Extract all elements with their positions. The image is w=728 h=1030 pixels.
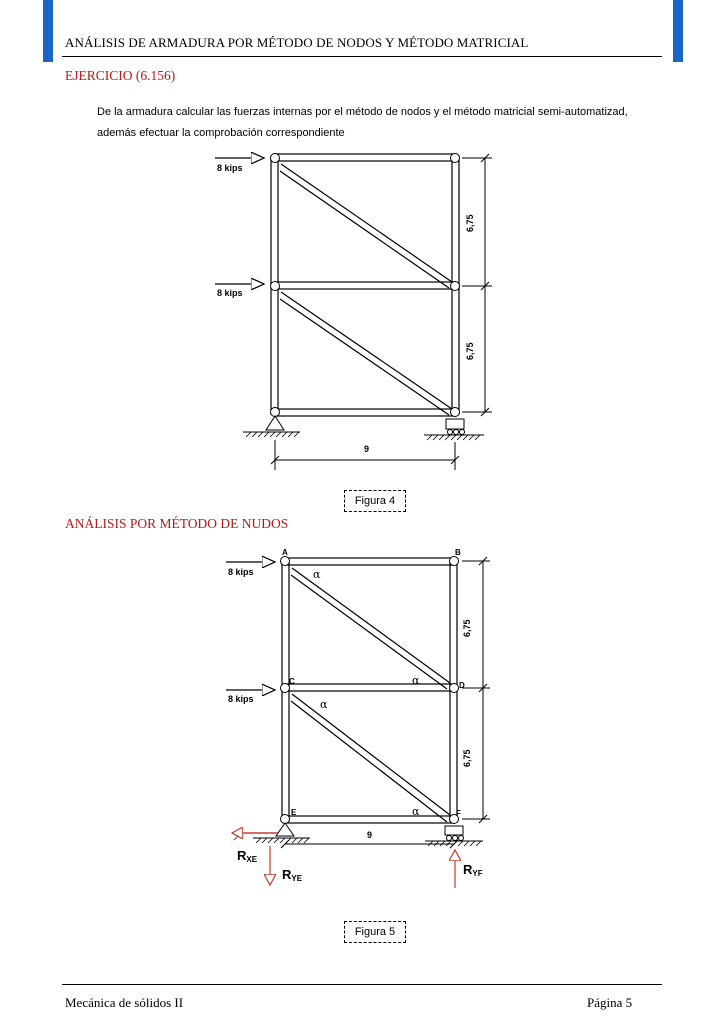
node-label-b: B	[455, 548, 461, 557]
node-label-c: C	[289, 677, 295, 686]
angle-alpha-c: α	[320, 698, 328, 711]
figure-5-joints	[281, 557, 459, 824]
reaction-rye-label: RYE	[282, 867, 303, 883]
figure-5-load-label-top: 8 kips	[228, 567, 254, 577]
figure-5-vertical-dimension	[462, 557, 490, 823]
angle-alpha-f: α	[412, 805, 420, 818]
figure-5-dim-upper: 6,75	[462, 619, 472, 637]
figure-4-dim-lower: 6,75	[465, 342, 475, 360]
node-label-e: E	[291, 808, 297, 817]
figure-5-dim-width: 9	[367, 830, 373, 840]
exercise-statement: De la armadura calcular las fuerzas internas por el método de nodos y el método matricial semi-automatizad, además efectuar la comprobación correspondiente	[97, 106, 628, 139]
figure-4-load-label-top: 8 kips	[217, 163, 243, 173]
figure-5-caption: Figura 5	[344, 921, 406, 943]
figure-4-dim-upper: 6,75	[465, 214, 475, 232]
reaction-ryf-label: RYF	[463, 862, 483, 878]
reaction-rxe-arrow	[233, 833, 278, 840]
node-label-d: D	[459, 681, 465, 690]
node-label-a: A	[282, 548, 288, 557]
footer-course-title: Mecánica de sólidos II	[65, 995, 184, 1010]
figure-4-caption: Figura 4	[344, 490, 406, 512]
figure-5-members	[282, 558, 457, 823]
section-heading-nodes: ANÁLISIS POR MÉTODO DE NUDOS	[65, 516, 289, 531]
page-header-title: ANÁLISIS DE ARMADURA POR MÉTODO DE NODOS Y MÉTODO MATRICIAL	[65, 35, 529, 50]
figure-5-roller-support	[425, 826, 483, 846]
exercise-heading: EJERCICIO (6.156)	[65, 68, 176, 83]
angle-alpha-a: α	[313, 568, 321, 581]
footer-divider	[62, 984, 662, 985]
figure-4-dim-width: 9	[364, 444, 370, 454]
figure-4-load-label-mid: 8 kips	[217, 288, 243, 298]
node-label-f: F	[456, 809, 461, 818]
figure-5-dim-lower: 6,75	[462, 749, 472, 767]
reaction-rxe-label: RXE	[237, 848, 258, 864]
footer-page-number: Página 5	[587, 995, 633, 1010]
figure-5-load-label-mid: 8 kips	[228, 694, 254, 704]
angle-alpha-d: α	[412, 674, 420, 687]
